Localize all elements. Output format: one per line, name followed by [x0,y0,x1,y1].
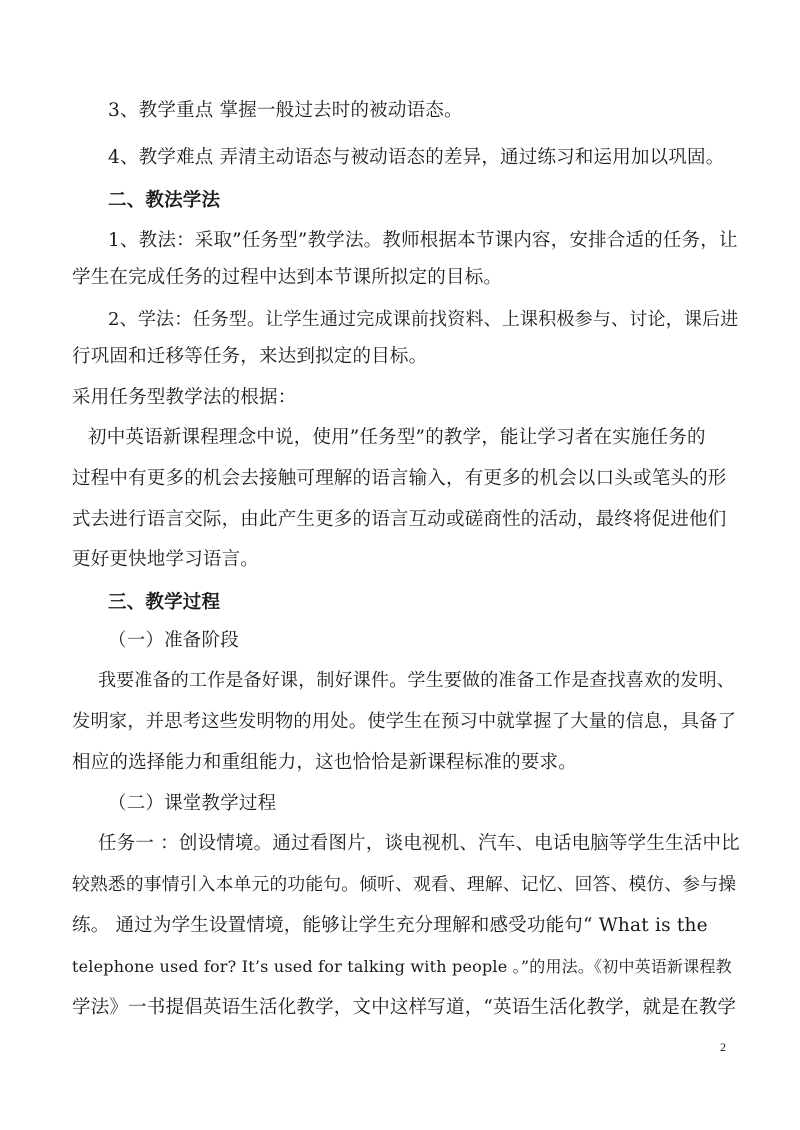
text-line: 2、学法：任务型。让学生通过完成课前找资料、上课积极参与、讨论，课后进 [108,309,739,330]
text-line: 任务一 ：创设情境。通过看图片，谈电视机、汽车、电话电脑等学生生活中比 [98,833,740,854]
text-line: 较熟悉的事情引入本单元的功能句。倾听、观看、理解、记忆、回答、模仿、参与操 [72,875,737,895]
subsection-heading: （二）课堂教学过程 [108,793,277,814]
text-line: 练。 通过为学生设置情境，能够让学生充分理解和感受功能句“ What is the [72,915,708,936]
text-line: telephone used for? It’s used for talking with people 。”的用法。《初中英语新课程教 [72,957,732,976]
text-line: 采用任务型教学法的根据： [72,387,297,408]
text-line: 学法》一书提倡英语生活化教学，文中这样写道，“英语生活化教学，就是在教学 [72,997,737,1018]
text-line: 3、教学重点 掌握一般过去时的被动语态。 [108,100,463,121]
text-line: 4、教学难点 弄清主动语态与被动语态的差异，通过练习和运用加以巩固。 [108,147,725,168]
section-heading: 二、教法学法 [108,190,221,211]
text-line: 学生在完成任务的过程中达到本节课所拟定的目标。 [72,267,503,288]
page-number: 2 [720,1040,726,1054]
text-line: 初中英语新课程理念中说，使用”任务型”的教学，能让学习者在实施任务的 [88,427,706,448]
text-line: 发明家，并思考这些发明物的用处。使学生在预习中就掌握了大量的信息，具备了 [72,711,737,732]
text-line: 更好更快地学习语言。 [72,549,260,570]
subsection-heading: （一）准备阶段 [108,630,239,651]
text-line: 我要准备的工作是备好课，制好课件。学生要做的准备工作是查找喜欢的发明、 [98,670,735,691]
text-line: 1、教法：采取”任务型”教学法。教师根据本节课内容，安排合适的任务，让 [108,230,738,251]
text-line: 相应的选择能力和重组能力，这也恰恰是新课程标准的要求。 [72,752,577,773]
text-line: 过程中有更多的机会去接触可理解的语言输入，有更多的机会以口头或笔头的形 [72,468,727,489]
text-line: 式去进行语言交际，由此产生更多的语言互动或磋商性的活动，最终将促进他们 [72,509,727,530]
section-heading: 三、教学过程 [108,592,221,613]
text-line: 行巩固和迁移等任务，来达到拟定的目标。 [72,346,428,367]
